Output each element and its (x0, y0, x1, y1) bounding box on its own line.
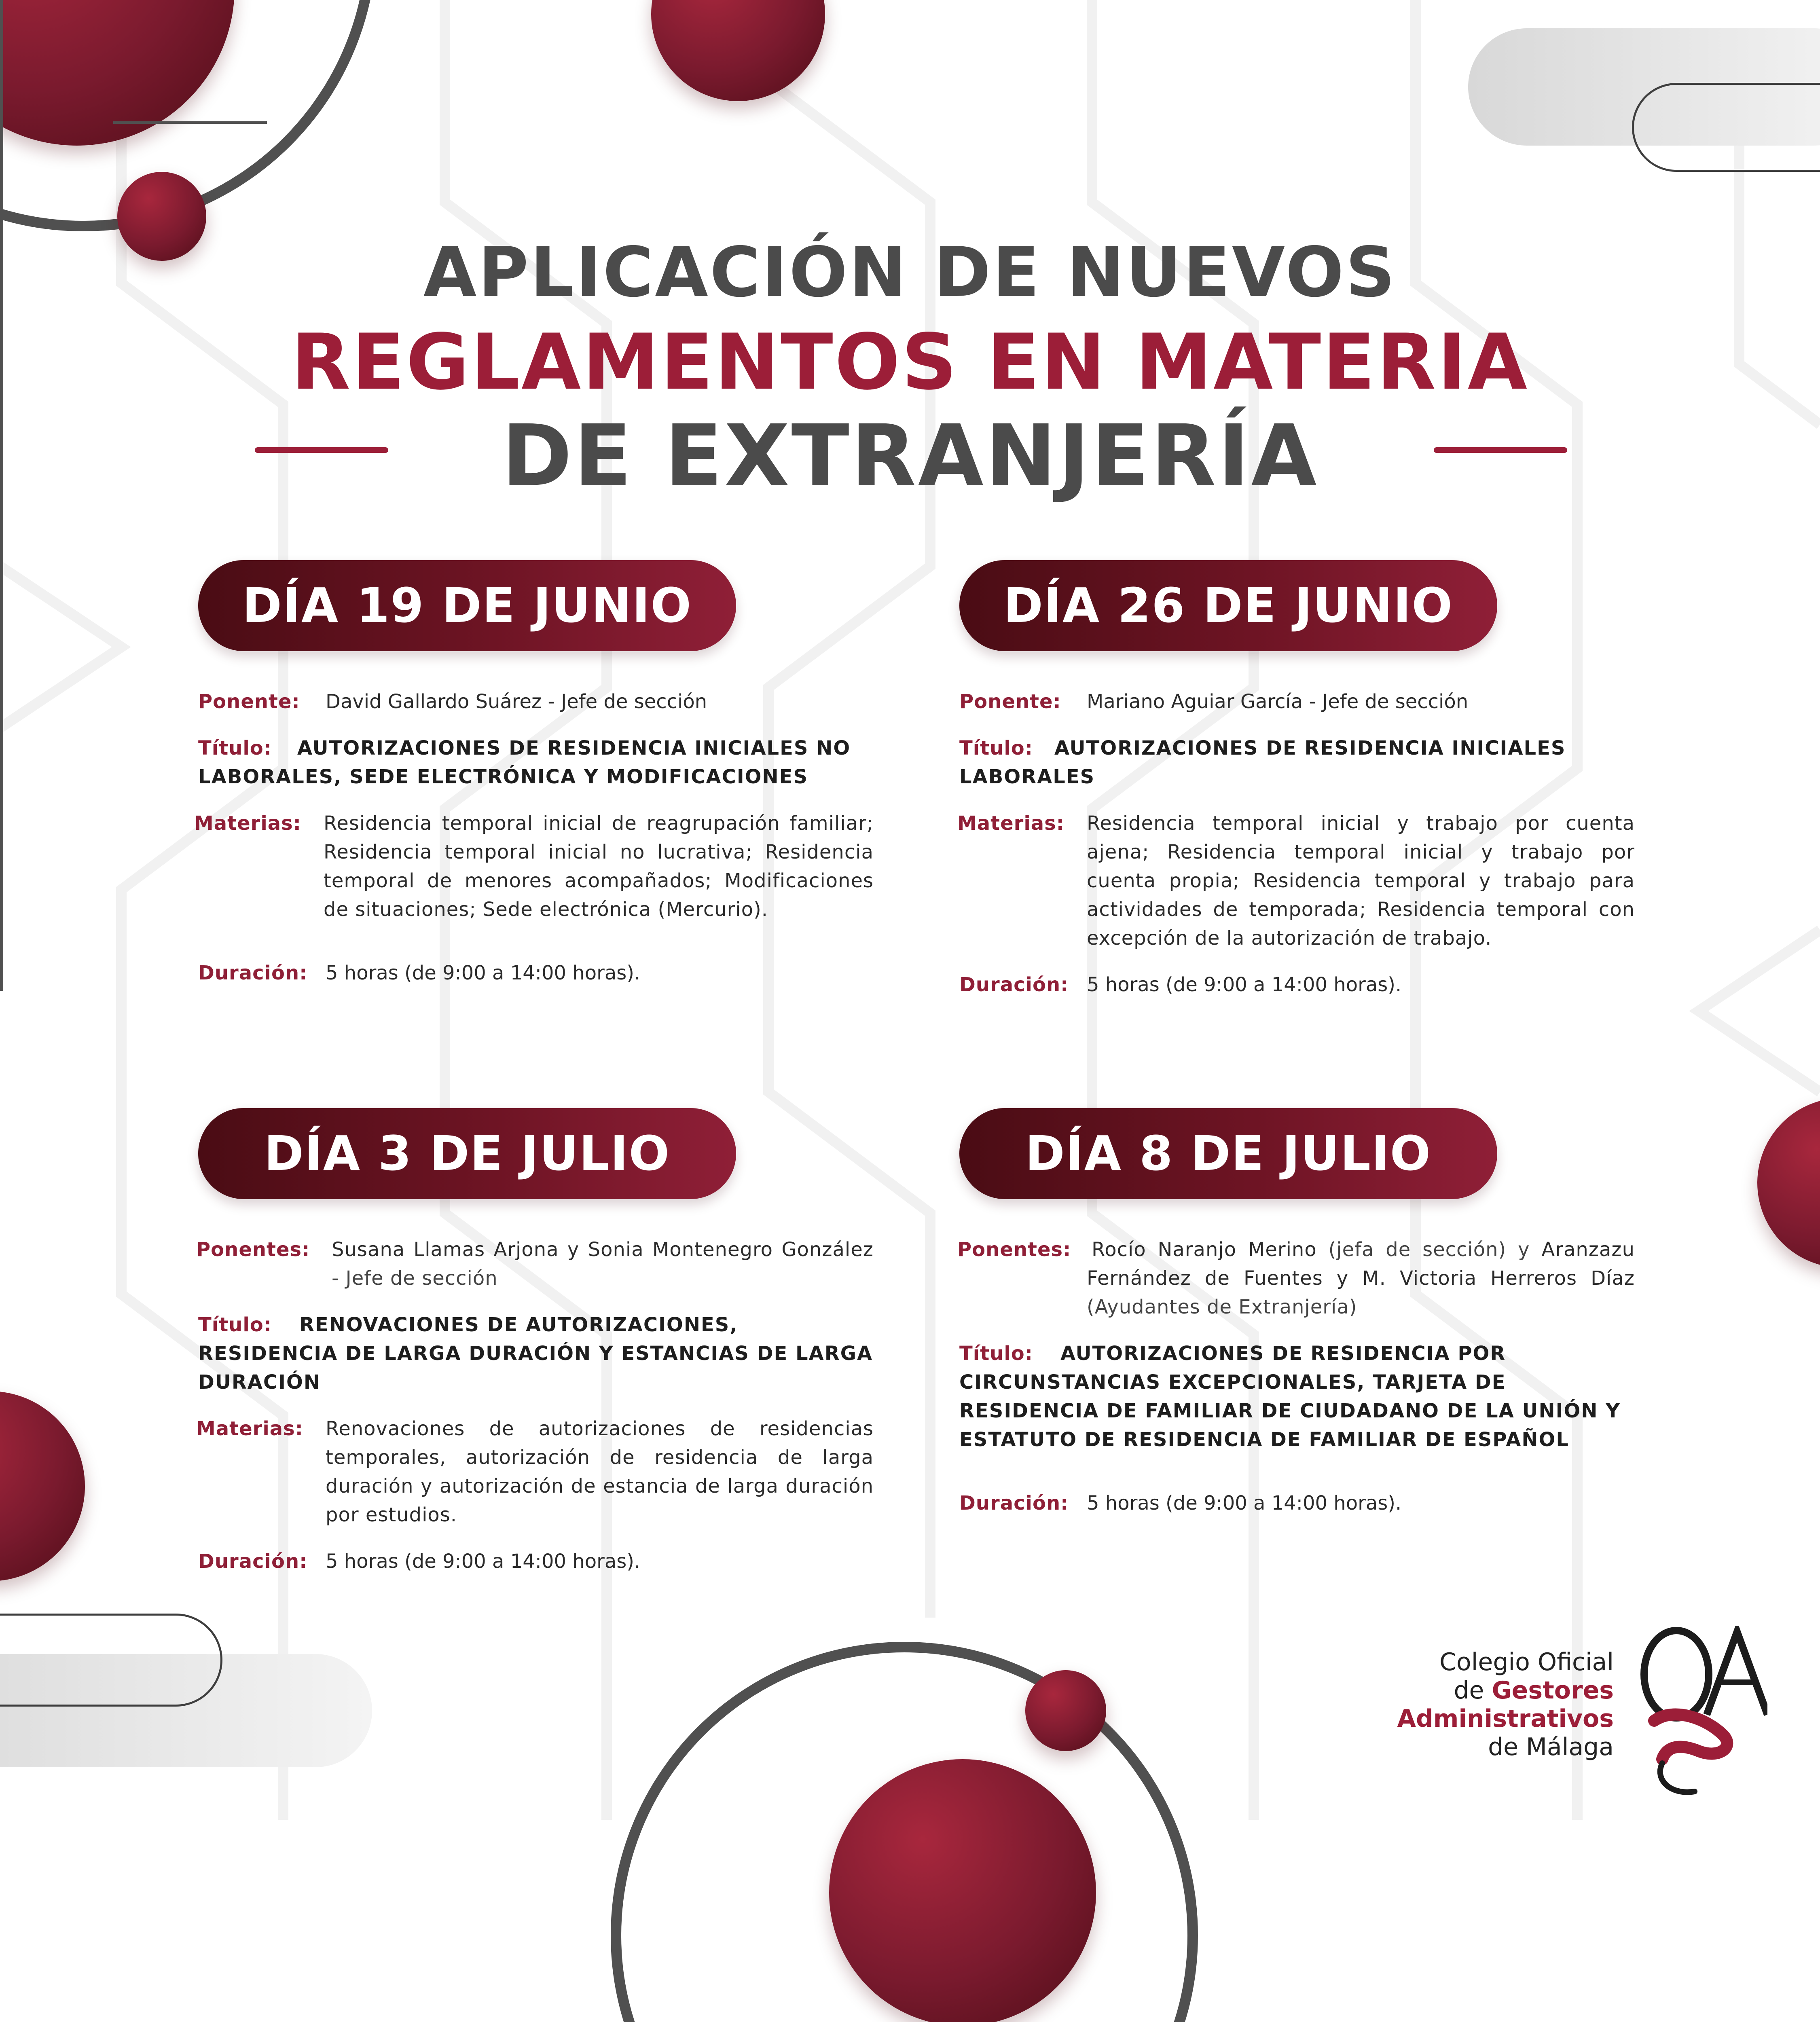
duration-label: Duración: (959, 973, 1069, 996)
title-line-1: APLICACIÓN DE NUEVOS (423, 233, 1397, 313)
bottom-left-pill-outline (0, 1614, 222, 1707)
session-2-speaker-row (959, 687, 1635, 716)
speaker-label: Ponente: (959, 690, 1061, 713)
session-topic: RENOVACIONES DE AUTORIZACIONES, RESIDENCIA DE LARGA DURACIÓN Y ESTANCIAS DE LARGA DURACIÓN (198, 1313, 873, 1394)
speakers-label: Ponentes: (957, 1238, 1071, 1261)
date-badge-session-4: DÍA 8 DE JULIO (959, 1108, 1497, 1199)
organization-name (1397, 1648, 1614, 1761)
subjects-label: Materias: (196, 1417, 303, 1440)
session-1-speaker-row (198, 687, 874, 716)
title-rule-left (255, 447, 388, 453)
org-line-2-prefix: de (1454, 1676, 1492, 1705)
session-3-duration-row (198, 1547, 874, 1576)
speaker-role-a: (jefa de sección) y (1316, 1238, 1530, 1261)
session-1-subjects-row (194, 809, 874, 924)
session-1-title-row (198, 734, 874, 791)
subjects-label: Materias: (957, 812, 1064, 835)
speaker-role: - Jefe de sección (1303, 690, 1469, 713)
session-2-subjects-row (959, 809, 1635, 953)
date-badge-session-3: DÍA 3 DE JULIO (198, 1108, 736, 1199)
session-4-speaker-row (959, 1235, 1635, 1322)
gestores-logo-icon (1638, 1626, 1767, 1804)
date-badge-session-2: DÍA 26 DE JUNIO (959, 560, 1497, 651)
speaker-name: David Gallardo Suárez (326, 690, 542, 713)
bottom-center-circle (829, 1759, 1096, 2022)
speaker-name: Susana Llamas Arjona y Sonia Montenegro González (332, 1238, 874, 1261)
session-topic: AUTORIZACIONES DE RESIDENCIA POR CIRCUNSTANCIAS EXCEPCIONALES, TARJETA DE RESIDENCIA DE FAMILIAR DE CIUDADANO DE LA UNIÓN Y ESTATUTO DE RESIDENCIA DE FAMILIAR DE ESPAÑOL (959, 1342, 1621, 1451)
date-badge-session-1: DÍA 19 DE JUNIO (198, 560, 736, 651)
session-3-card (198, 1235, 874, 1576)
speaker-role: - Jefe de sección (542, 690, 707, 713)
session-1-card (194, 687, 874, 988)
title-label: Título: (959, 1342, 1033, 1365)
session-duration: 5 horas (de 9:00 a 14:00 horas). (1087, 973, 1402, 996)
session-4-title-row (959, 1339, 1631, 1454)
org-line-1: Colegio Oficial (1439, 1648, 1614, 1676)
top-right-pill-outline (1632, 83, 1820, 172)
org-line-4: de Málaga (1488, 1733, 1614, 1761)
session-4-card (959, 1235, 1635, 1518)
org-line-2-brand: Gestores (1492, 1676, 1614, 1705)
session-duration: 5 horas (de 9:00 a 14:00 horas). (1087, 1492, 1402, 1514)
session-topic: AUTORIZACIONES DE RESIDENCIA INICIALES LABORALES (959, 737, 1566, 788)
subjects-label: Materias: (194, 812, 301, 835)
speaker-name-b: Aranzazu Fernández de Fuentes y M. Victoria Herreros Díaz (1087, 1238, 1635, 1290)
bottom-center-small-circle (1025, 1670, 1106, 1751)
session-2-duration-row (959, 971, 1635, 999)
speaker-role: - Jefe de sección (332, 1267, 498, 1290)
session-subjects: Residencia temporal inicial de reagrupación familiar; Residencia temporal inicial no lucrativa; Residencia temporal de menores acompañados; Modificaciones de situaciones; Sede electrónica (Mercurio). (324, 812, 874, 921)
session-2-title-row (959, 734, 1635, 791)
speaker-block (1087, 1235, 1635, 1322)
speaker-name-a: Rocío Naranjo Merino (1092, 1238, 1317, 1261)
duration-label: Duración: (198, 1550, 308, 1573)
title-line-2: REGLAMENTOS EN MATERIA (291, 317, 1529, 407)
duration-label: Duración: (198, 962, 308, 984)
title-line-3: DE EXTRANJERÍA (502, 406, 1318, 506)
top-left-line (113, 121, 267, 124)
session-2-card (959, 687, 1635, 999)
title-label: Título: (198, 1313, 272, 1336)
title-rule-right (1434, 447, 1567, 453)
title-label: Título: (198, 737, 272, 759)
speakers-label: Ponentes: (196, 1238, 310, 1261)
session-subjects: Residencia temporal inicial y trabajo por cuenta ajena; Residencia temporal inicial y trabajo por cuenta propia; Residencia temporal y trabajo para actividades de temporada; Residencia temporal con excepción de la autorización de trabajo. (1087, 812, 1635, 950)
session-subjects: Renovaciones de autorizaciones de residencias temporales, autorización de residencia de larga duración y autorización de estancia de larga duración por estudios. (326, 1417, 874, 1526)
session-3-subjects-row (198, 1415, 874, 1529)
session-1-duration-row (198, 959, 874, 988)
org-line-3: Administrativos (1397, 1705, 1614, 1733)
session-4-duration-row (959, 1489, 1635, 1518)
speaker-label: Ponente: (198, 690, 300, 713)
org-line-2 (1397, 1676, 1614, 1705)
session-duration: 5 horas (de 9:00 a 14:00 horas). (326, 962, 641, 984)
duration-label: Duración: (959, 1492, 1069, 1514)
session-3-title-row (198, 1311, 874, 1397)
speaker-block (332, 1235, 874, 1293)
session-topic: AUTORIZACIONES DE RESIDENCIA INICIALES NO LABORALES, SEDE ELECTRÓNICA Y MODIFICACIONES (198, 737, 851, 788)
session-duration: 5 horas (de 9:00 a 14:00 horas). (326, 1550, 641, 1573)
title-label: Título: (959, 737, 1033, 759)
session-3-speaker-row (198, 1235, 874, 1293)
speaker-name: Mariano Aguiar García (1087, 690, 1303, 713)
speaker-role-b: (Ayudantes de Extranjería) (1087, 1296, 1357, 1318)
